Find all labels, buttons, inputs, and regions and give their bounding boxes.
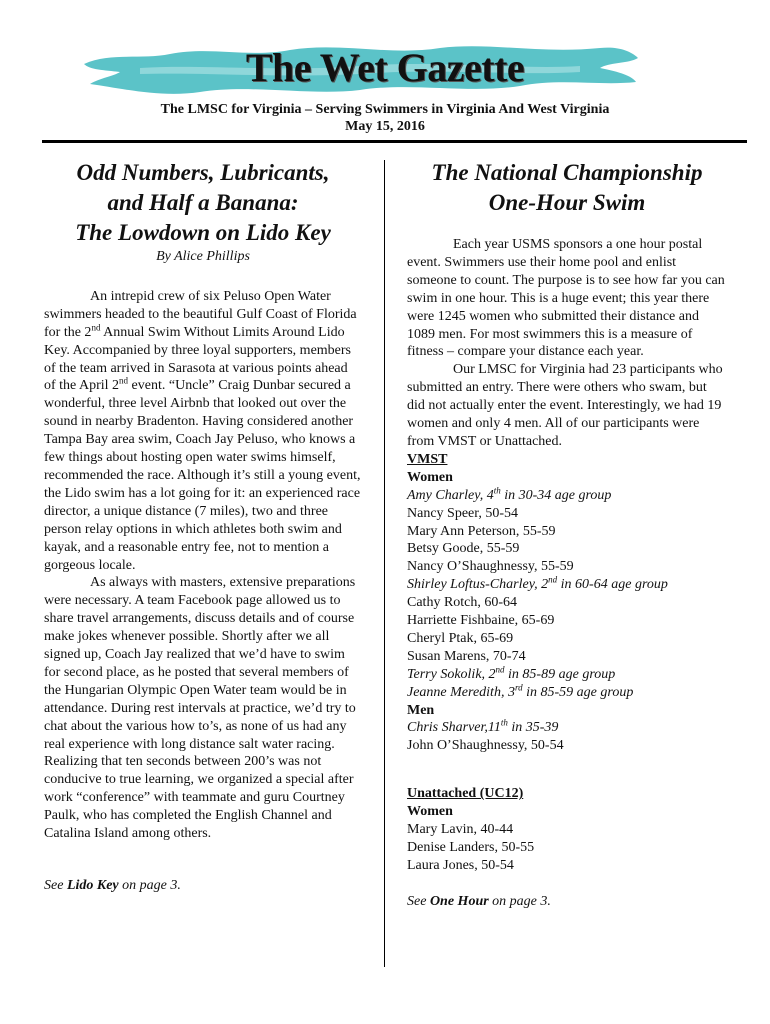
- list-item: Betsy Goode, 55-59: [407, 541, 520, 557]
- list-item: Shirley Loftus-Charley, 2nd in 60-64 age group: [407, 574, 668, 593]
- list-item: Laura Jones, 50-54: [407, 857, 514, 873]
- masthead-rule: [42, 140, 747, 143]
- masthead-title: The Wet Gazette: [245, 45, 525, 90]
- vmst-women-list: [407, 487, 727, 702]
- article-paragraph: As always with masters, extensive preparations were necessary. A team Facebook page allowed us to share travel arrangements, discuss details and of course make jokes whenever possible. Shortly after we all signed up, Coach Jay realized that we’d have to swim for second place, as he posted that several members of the Hungarian Olympic Open Water team would be in attendance. During rest intervals at practice, we’d try to chat about the various how to’s, as none of us had any real experience with long distance salt water racing. Realizing that ten seconds between 200’s was not conducive to true learning, we organized a special after work “conference” with teammate and guru Courtney Paulk, who has completed the English Channel and Catalina Island among others.: [44, 575, 356, 842]
- list-item: Mary Lavin, 40-44: [407, 822, 514, 838]
- vmst-women-label: Women: [407, 469, 453, 485]
- list-item: Chris Sharver,11th in 35-39: [407, 717, 559, 736]
- lido-key-headline: [44, 158, 362, 248]
- list-item: Jeanne Meredith, 3rd in 85-59 age group: [407, 682, 634, 700]
- list-item: Mary Ann Peterson, 55-59: [407, 523, 556, 539]
- list-item: Amy Charley, 4th in 30-34 age group: [407, 485, 612, 503]
- continuation-link[interactable]: One Hour: [429, 893, 489, 909]
- column-divider: [384, 160, 385, 967]
- list-item: John O’Shaughnessy, 50-54: [407, 738, 564, 754]
- list-item: Susan Marens, 70-74: [407, 648, 526, 664]
- lido-key-article: [44, 158, 362, 895]
- byline: By Alice Phillips: [156, 249, 250, 264]
- vmst-men-list: [407, 719, 727, 755]
- continuation-note: See Lido Key on page 3.: [44, 878, 181, 893]
- headline-line: One-Hour Swim: [488, 190, 646, 215]
- one-hour-headline: [407, 158, 727, 218]
- article-paragraph: Our LMSC for Virginia had 23 participants who submitted an entry. There were others who swam, but did not actually enter the event. Interestingly, we had 19 women and only 4 men. All of our participants were from VMST or Unattached.: [407, 362, 723, 449]
- masthead-date: May 15, 2016: [345, 119, 425, 134]
- continuation-link[interactable]: Lido Key: [66, 878, 119, 893]
- list-item: Cheryl Ptak, 65-69: [407, 630, 514, 646]
- list-item: Harriette Fishbaine, 65-69: [407, 613, 555, 629]
- headline-line: The National Championship: [431, 160, 703, 185]
- unattached-women-list: [407, 821, 727, 875]
- list-item: Denise Landers, 50-55: [407, 840, 535, 855]
- vmst-men-label: Men: [407, 702, 435, 718]
- one-hour-swim-article: [407, 158, 727, 911]
- continuation-note: See One Hour on page 3.: [407, 893, 551, 909]
- headline-line: Odd Numbers, Lubricants,: [76, 160, 330, 185]
- unattached-women-label: Women: [407, 804, 453, 820]
- list-item: Cathy Rotch, 60-64: [407, 595, 518, 611]
- masthead-subtitle: The LMSC for Virginia – Serving Swimmers in Virginia And West Virginia: [160, 102, 610, 117]
- unattached-section-label: Unattached (UC12): [407, 786, 524, 802]
- list-item: Nancy Speer, 50-54: [407, 505, 519, 521]
- list-item: Nancy O’Shaughnessy, 55-59: [407, 559, 574, 575]
- headline-line: The Lowdown on Lido Key: [75, 220, 331, 245]
- list-item: Terry Sokolik, 2nd in 85-89 age group: [407, 664, 616, 682]
- article-paragraph: Each year USMS sponsors a one hour postal event. Swimmers use their home pool and enlist someone to count. The purpose is to see how far you can swim in one hour. This is a huge event; this year there were 1245 women who submitted their distance and 1089 men. For most swimmers this is a measure of fitness – compare your distance each year.: [407, 237, 725, 360]
- headline-line: and Half a Banana:: [107, 190, 299, 215]
- vmst-section-label: VMST: [407, 451, 448, 467]
- article-paragraph: An intrepid crew of six Peluso Open Water swimmers headed to the beautiful Gulf Coast of Florida for the 2nd Annual Swim Without Limits Around Lido Key. Accompanied by three loyal supporters, members of the team arrived in Sarasota at various points ahead of the April 2nd event. “Uncle” Craig Dunbar secured a wonderful, three level Airbnb that looked out over the sound in nearby Bradenton. Having considered another Tampa Bay area swim, Coach Jay Peluso, who knows a few things about hosting open water swims himself, recommended the race. Although it’s still a young event, the Lido swim has a lot going for it: an experienced race director, a unique distance (7 miles), two and three person relay options in which athletes both swim and kayak, and a reasonable entry fee, not to mention a gorgeous locale.: [44, 288, 361, 573]
